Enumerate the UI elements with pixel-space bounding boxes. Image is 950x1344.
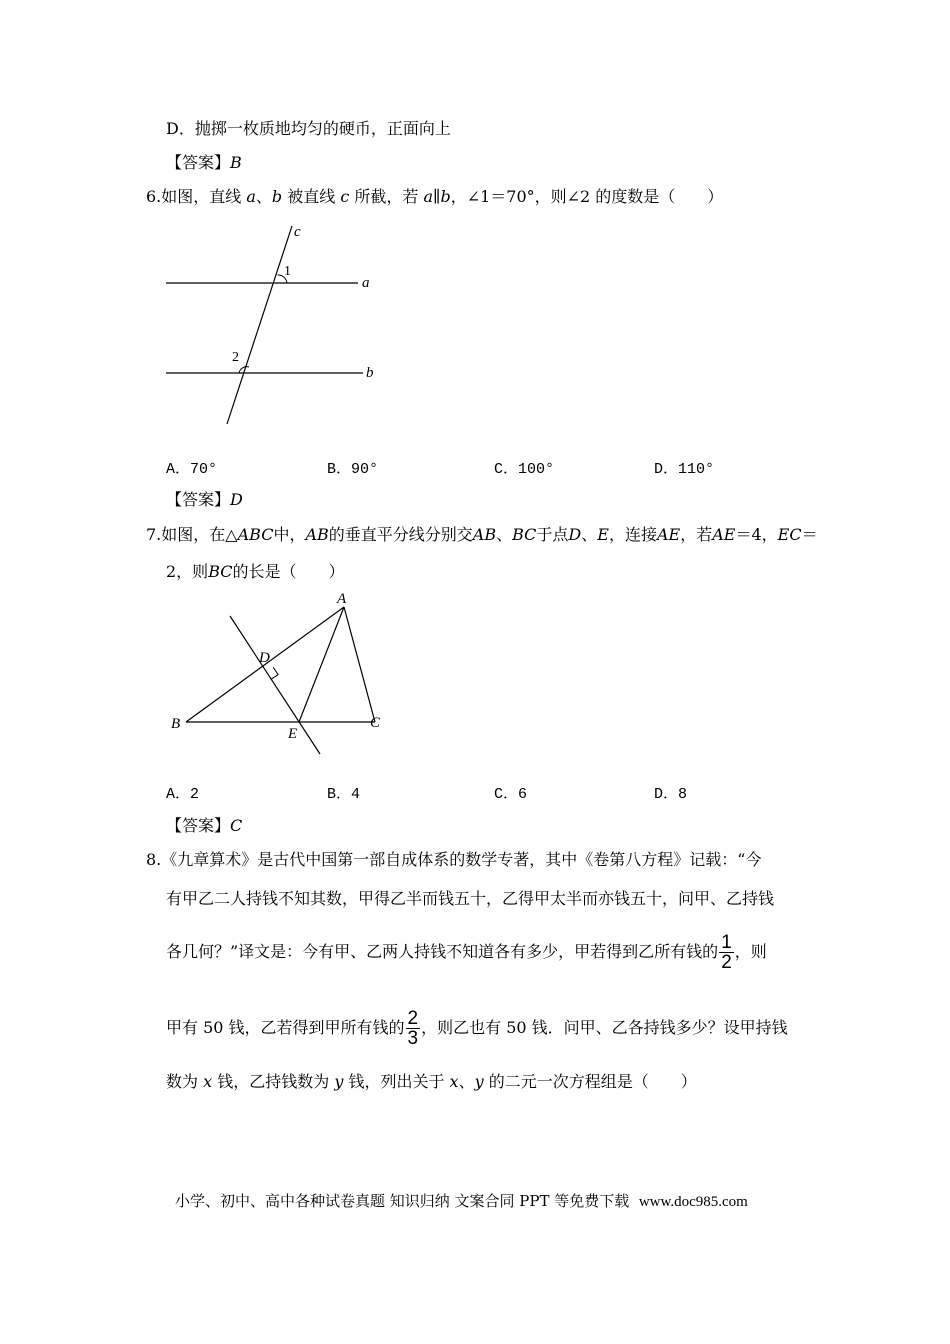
q7-text: ，连接: [608, 525, 657, 544]
q7-var: EC: [777, 525, 802, 544]
q7-var: AB: [472, 525, 497, 544]
q7-var: AE: [712, 525, 736, 544]
q8-text: ，则乙也有 50 钱．问甲、乙各持钱多少？设甲持钱: [421, 1018, 788, 1037]
q6-option-a[interactable]: A．70°: [166, 461, 218, 478]
q7-text: 、: [496, 525, 513, 544]
var-b: b: [271, 187, 283, 206]
var-y: y: [334, 1072, 344, 1091]
var-a: a: [246, 187, 256, 206]
label-A: A: [337, 591, 347, 607]
footer-link[interactable]: www.doc985.com: [638, 1194, 748, 1210]
label-1: 1: [284, 264, 291, 279]
q8-line3: [166, 928, 767, 976]
q7-var: E: [597, 525, 609, 544]
fraction-two-thirds: [406, 1009, 421, 1048]
fraction-one-half: [719, 933, 734, 972]
var-x: x: [203, 1072, 213, 1091]
q7-var: BC: [208, 562, 233, 581]
q6-stem-text: 、: [255, 187, 272, 206]
answer-value: B: [230, 153, 242, 172]
q8-text: 钱，乙持钱数为: [212, 1072, 335, 1091]
q7-text: 、: [581, 525, 598, 544]
label-B: B: [171, 716, 181, 732]
q7-var: BC: [512, 525, 537, 544]
var-x: x: [449, 1072, 459, 1091]
label-E: E: [288, 726, 298, 742]
q8-text: 甲有 50 钱，乙若得到甲所有钱的: [166, 1018, 405, 1037]
label-2: 2: [232, 350, 239, 365]
q7-text: 中，: [273, 525, 306, 544]
q7-figure: [160, 590, 400, 762]
fraction-denominator: 2: [721, 951, 732, 973]
q8-text: ，则: [734, 942, 767, 961]
q5-option-d: D．抛掷一枚质地均匀的硬币，正面向上: [166, 119, 451, 138]
right-angle-mark: [271, 667, 279, 679]
label-D: D: [259, 650, 270, 666]
label-c: c: [294, 224, 301, 240]
q7-text: ＝4，: [735, 525, 778, 544]
q6-option-b[interactable]: B．90°: [327, 461, 379, 478]
answer-label: 【答案】: [166, 490, 231, 509]
label-C: C: [370, 715, 381, 731]
q8-text: 钱，列出关于: [343, 1072, 450, 1091]
label-a: a: [362, 275, 370, 291]
q8-text: 、: [458, 1072, 475, 1091]
q7-var: ABC: [237, 525, 274, 544]
q5-answer: [166, 152, 242, 174]
segment-AC: [344, 607, 375, 722]
parallel-expr: a∥b: [423, 187, 451, 206]
segment-AE: [299, 607, 344, 722]
q7-option-d[interactable]: D．8: [654, 786, 688, 803]
answer-value: C: [230, 816, 243, 835]
q6-option-d[interactable]: D．110°: [654, 461, 715, 478]
label-b: b: [366, 365, 374, 381]
q7-text: ＝: [801, 525, 818, 544]
q8-text: 的二元一次方程组是（ ）: [483, 1072, 697, 1091]
q7-text: 7.如图，在△: [146, 525, 238, 544]
var-y: y: [474, 1072, 484, 1091]
q8-line5: [166, 1071, 697, 1093]
q6-stem-text: 被直线: [282, 187, 341, 206]
q6-stem: [146, 186, 723, 208]
q7-var: AB: [305, 525, 329, 544]
q8-line2: 有甲乙二人持钱不知其数，甲得乙半而钱五十，乙得甲太半而亦钱五十，问甲、乙持钱: [166, 889, 775, 908]
q7-text: 的长是（ ）: [232, 562, 345, 581]
q7-text: 于点: [536, 525, 569, 544]
fraction-denominator: 3: [407, 1027, 419, 1049]
q6-option-c[interactable]: C．100°: [494, 461, 555, 478]
q6-stem-text: 6.如图，直线: [146, 187, 247, 206]
q7-var: D: [568, 525, 582, 544]
q8-text: 各几何？”译文是：今有甲、乙两人持钱不知道各有多少，甲若得到乙所有钱的: [166, 942, 719, 961]
footer-text: 小学、初中、高中各种试卷真题 知识归纳 文案合同 PPT 等免费下载: [175, 1192, 630, 1210]
answer-label: 【答案】: [166, 153, 231, 172]
q8-line4: [166, 1004, 788, 1052]
line-c: [227, 226, 292, 424]
q6-stem-text: ，∠1＝70°，则∠2 的度数是（ ）: [450, 187, 724, 206]
q6-stem-text: 所截，若: [349, 187, 424, 206]
q7-text: ，若: [680, 525, 713, 544]
fraction-numerator: 2: [407, 1007, 419, 1029]
q7-answer: [166, 815, 242, 837]
q8-line1: 8.《九章算术》是古代中国第一部自成体系的数学专著，其中《卷第八方程》记载：“今: [146, 850, 762, 869]
var-c: c: [340, 187, 350, 206]
q7-text: 的垂直平分线分别交: [328, 525, 473, 544]
perpendicular-bisector: [230, 616, 320, 754]
q6-answer: [166, 489, 243, 511]
q7-var: AE: [656, 525, 681, 544]
answer-value: D: [230, 490, 243, 509]
q6-figure: [160, 218, 390, 430]
q7-option-a[interactable]: A．2: [166, 786, 200, 803]
answer-label: 【答案】: [166, 816, 231, 835]
q7-text: 2，则: [166, 562, 209, 581]
q7-option-c[interactable]: C．6: [494, 786, 528, 803]
q7-stem-line1: [146, 524, 818, 546]
fraction-numerator: 1: [721, 931, 732, 953]
q7-option-b[interactable]: B．4: [327, 786, 361, 803]
page-footer: [175, 1191, 748, 1212]
q8-text: 数为: [166, 1072, 204, 1091]
q7-stem-line2: [166, 561, 345, 583]
